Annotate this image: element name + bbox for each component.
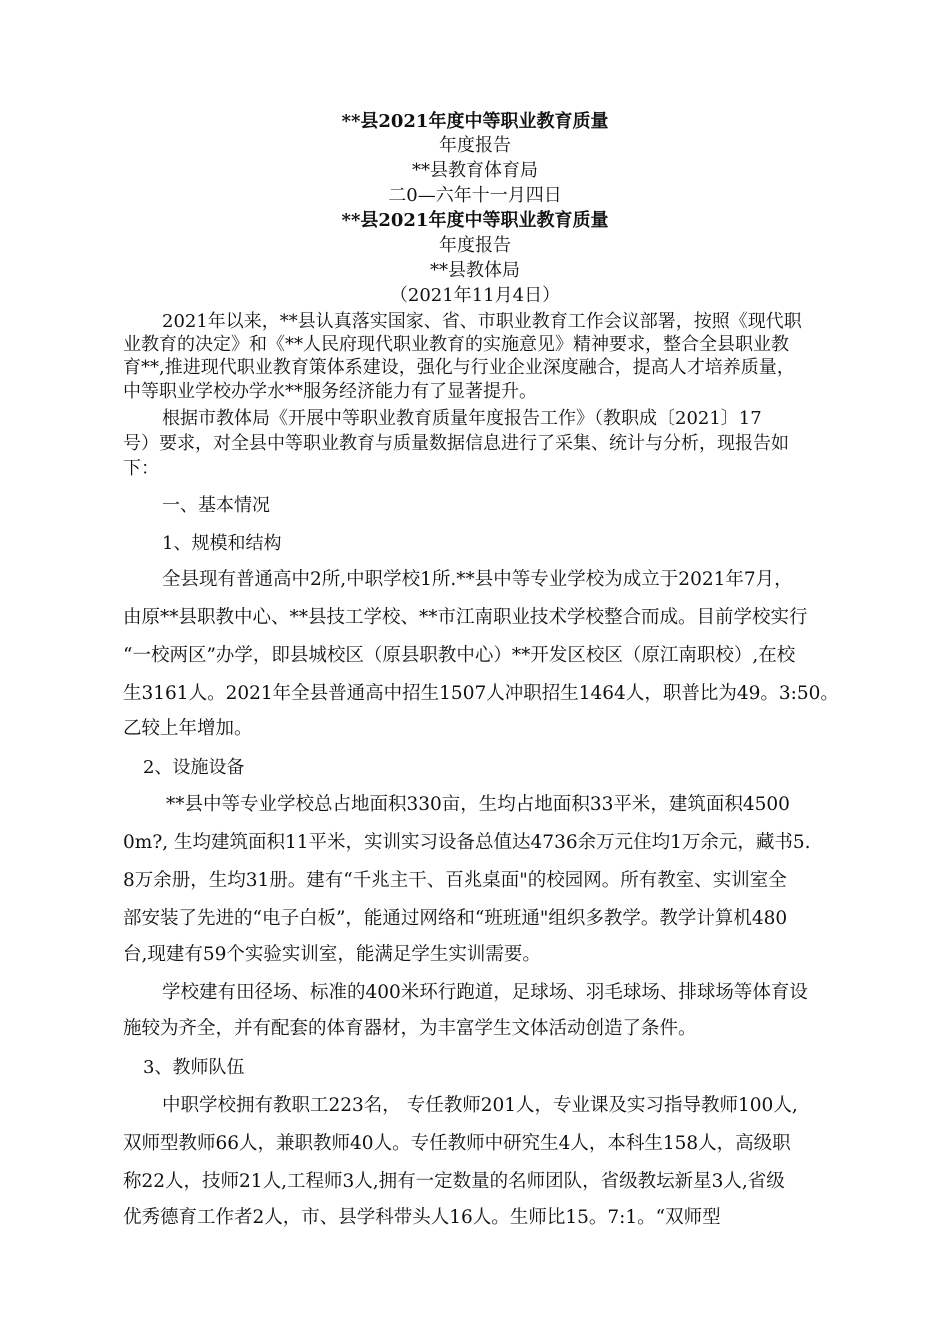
- scale-paragraph-line: “一校两区”办学，即县城校区（原县职教中心）**开发区校区（原江南职校）,在校: [123, 645, 796, 666]
- scale-paragraph-line: 全县现有普通高中2所,中职学校1所.**县中等专业学校为成立于2021年7月，: [162, 569, 793, 590]
- basis-paragraph-line: 号）要求，对全县中等职业教育与质量数据信息进行了采集、统计与分析，现报告如: [123, 433, 789, 454]
- report-title: **县2021年度中等职业教育质量: [341, 111, 609, 132]
- facilities-paragraph-line: 0m?, 生均建筑面积11平米，实训实习设备总值达4736余万元住均1万余元，藏书5.: [123, 832, 811, 853]
- report-date-repeat: （2021年11月4日）: [389, 285, 561, 306]
- report-date: 二0—六年十一月四日: [388, 185, 562, 206]
- basis-paragraph-line: 下：: [123, 458, 159, 479]
- basis-paragraph-line: 根据市教体局《开展中等职业教育质量年度报告工作》（教职成〔2021〕17: [162, 408, 762, 429]
- intro-paragraph-line: 中等职业学校办学水**服务经济能力有了显著提升。: [123, 381, 537, 402]
- section-heading: 一、基本情况: [162, 495, 270, 516]
- intro-paragraph-line: 2021年以来，**县认真落实国家、省、市职业教育工作会议部署，按照《现代职: [162, 311, 802, 332]
- facilities-paragraph-line: 8万余册，生均31册。建有“千兆主干、百兆桌面"的校园网。所有教室、实训室全: [123, 870, 787, 891]
- report-organization-repeat: **县教体局: [430, 260, 520, 281]
- scale-paragraph-line: 乙较上年增加。: [123, 718, 253, 739]
- teachers-paragraph-line: 优秀德育工作者2人，市、县学科带头人16人。生师比15。7:1。“双师型: [123, 1207, 721, 1228]
- facilities-paragraph-line: 部安装了先进的“电子白板”，能通过网络和“班班通"组织多教学。教学计算机480: [123, 908, 788, 929]
- facilities-paragraph-line: 台,现建有59个实验实训室，能满足学生实训需要。: [123, 944, 541, 965]
- report-subtitle: 年度报告: [439, 135, 511, 156]
- report-title-repeat: **县2021年度中等职业教育质量: [341, 210, 609, 231]
- teachers-paragraph-line: 双师型教师66人，兼职教师40人。专任教师中研究生4人，本科生158人，高级职: [123, 1133, 791, 1154]
- intro-paragraph-line: 业教育的决定》和《**人民府现代职业教育的实施意见》精神要求，整合全县职业教: [123, 334, 789, 355]
- teachers-paragraph-line: 称22人，技师21人,工程师3人,拥有一定数量的名师团队，省级教坛新星3人,省级: [123, 1171, 785, 1192]
- scale-paragraph-line: 由原**县职教中心、**县技工学校、**市江南职业技术学校整合而成。目前学校实行: [123, 607, 808, 628]
- subsection-heading-facilities: 2、设施设备: [143, 757, 245, 778]
- subsection-heading-scale: 1、规模和结构: [162, 533, 282, 554]
- sports-paragraph-line: 学校建有田径场、标准的400米环行跑道，足球场、羽毛球场、排球场等体育设: [162, 982, 808, 1003]
- intro-paragraph-line: 育**,推进现代职业教育策体系建设，强化与行业企业深度融合，提高人才培养质量，: [123, 357, 795, 378]
- report-subtitle-repeat: 年度报告: [439, 235, 511, 256]
- report-organization: **县教育体育局: [412, 160, 538, 181]
- subsection-heading-teachers: 3、教师队伍: [143, 1057, 245, 1078]
- scale-paragraph-line: 生3161人。2021年全县普通高中招生1507人冲职招生1464人，职普比为49。3:50。: [123, 683, 839, 704]
- facilities-paragraph-line: **县中等专业学校总占地面积330亩，生均占地面积33平米，建筑面积4500: [166, 794, 790, 815]
- sports-paragraph-line: 施较为齐全，并有配套的体育器材，为丰富学生文体活动创造了条件。: [123, 1018, 697, 1039]
- teachers-paragraph-line: 中职学校拥有教职工223名， 专任教师201人，专业课及实习指导教师100人,: [162, 1095, 798, 1116]
